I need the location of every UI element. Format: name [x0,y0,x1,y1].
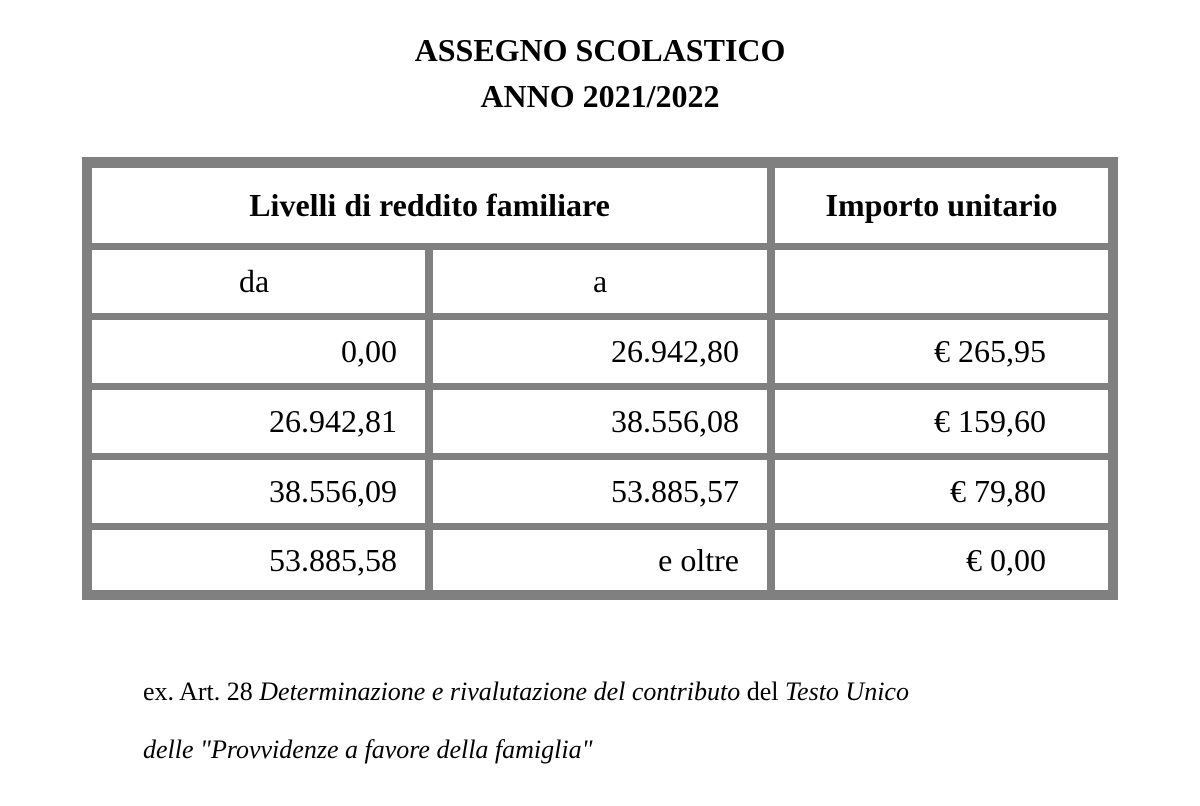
table-row-3-from: 38.556,09 [92,460,425,523]
document-title: ASSEGNO SCOLASTICO [414,32,786,68]
table-row-2-amount: € 159,60 [775,390,1108,453]
table-row-4-from: 53.885,58 [92,530,425,590]
subheader-to-label: a [593,263,608,299]
legal-reference-title: Determinazione e rivalutazione del contributo [259,677,741,706]
table-row-1-amount: € 265,95 [775,320,1108,383]
legal-reference-line-2 [143,734,593,766]
table-row-1-to: 26.942,80 [433,320,767,383]
legal-reference-line-1 [143,676,909,708]
legal-reference-law-name: delle "Provvidenze a favore della famiglia" [143,735,593,764]
header-unit-amount: Importo unitario [775,168,1108,243]
income-table [82,157,1118,600]
subheader-to [433,250,767,313]
document-subtitle-year: ANNO 2021/2022 [480,78,720,114]
legal-reference-code: Testo Unico [784,677,909,706]
table-row-2-from: 26.942,81 [92,390,425,453]
subheader-from [92,250,425,313]
table-row-3-amount: € 79,80 [775,460,1108,523]
table-row-3-to: 53.885,57 [433,460,767,523]
subheader-from-label: da [239,263,270,299]
table-row-2-to: 38.556,08 [433,390,767,453]
subheader-amount-empty [775,250,1108,313]
table-row-4-to: e oltre [433,530,767,590]
table-row-1-from: 0,00 [92,320,425,383]
legal-reference-connector: del [746,677,779,706]
table-row-4-amount: € 0,00 [775,530,1108,590]
header-income-levels: Livelli di reddito familiare [92,168,767,243]
legal-reference-article: ex. Art. 28 [143,677,253,706]
